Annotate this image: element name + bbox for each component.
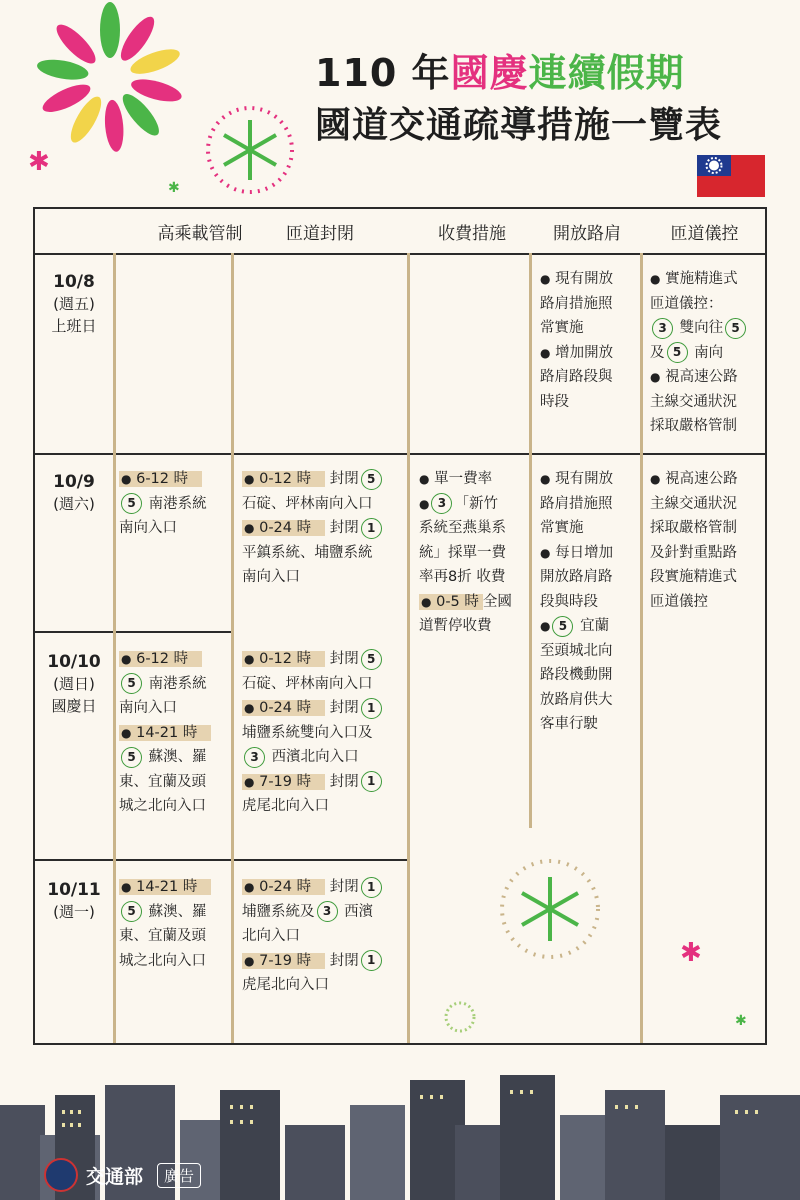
header-hov: 高乘載管制 [157,223,243,244]
date-10-9: 10/9 (週六) [53,472,95,513]
poster-title [315,48,785,152]
cell-10-9-ramp: ● 0-12 時 封閉 5 石碇、坪林南向入口 ● 0-24 時 封閉 1 平鎮系統、埔鹽系統 南向入口 [242,467,408,590]
row-divider [35,453,765,455]
header-ramp-closure: 匝道封閉 [286,223,354,244]
header-shoulder: 開放路肩 [553,223,621,244]
date-10-10: 10/10 (週日) 國慶日 [47,652,101,715]
column-divider [231,253,234,1043]
measures-table [33,207,767,1045]
ad-badge: 廣告 [157,1163,201,1188]
ministry-name: 交通部 [86,1166,144,1188]
title-line2: 國道交通疏導措施一覽表 [315,105,723,146]
cell-10-10-ramp: ● 0-12 時 封閉 5 石碇、坪林南向入口 ● 0-24 時 封閉 1 埔鹽系統雙向入口及 3 西濱北向入口 ● 7-19 時 封閉 1 虎尾北向入口 [242,647,408,819]
header-ramp-meter: 匝道儀控 [670,223,739,244]
cell-10-9-toll: ● 單一費率 ● 3 「新竹 系統至燕巢系 統」採單一費 率再8折 收費 ● 0-5 時 全國 道暫停收費 [419,471,512,634]
title-line1 [315,48,785,98]
row-divider [35,631,233,633]
title-national-day: 國慶 [450,51,529,95]
header-toll: 收費措施 [438,223,506,244]
title-year: 110 年 [315,51,451,95]
ministry-logo-icon [44,1158,78,1192]
cell-10-8-shoulder: ● 現有開放 路肩措施照 常實施 ● 增加開放 路肩路段與 時段 [540,271,614,410]
row-divider [35,859,409,861]
cell-10-9-shoulder: ● 現有開放 路肩措施照 常實施 ● 每日增加 開放路肩路 段與時段 ● 5 宜蘭 至頭城北向 路段機動開 放路肩供大 客車行駛 [540,471,614,732]
cell-10-11-ramp: ● 0-24 時 封閉 1 埔鹽系統及 3 西濱 北向入口 ● 7-19 時 封閉 1 虎尾北向入口 [242,875,408,998]
svg-text:✱: ✱ [28,147,50,177]
cell-10-9-hov: ● 6-12 時 5 南港系統 南向入口 [119,471,207,536]
cell-10-10-hov: ● 6-12 時 5 南港系統 南向入口 ● 14-21 時 5 蘇澳、羅 東、宜蘭及頭 城之北向入口 [119,647,231,819]
header-divider [35,253,765,255]
taiwan-flag-icon [697,155,765,197]
date-10-11: 10/11 (週一) [47,880,101,921]
cell-10-11-hov: ● 14-21 時 5 蘇澳、羅 東、宜蘭及頭 城之北向入口 [119,875,231,973]
svg-text:✱: ✱ [168,180,180,196]
svg-text:✱: ✱ [680,938,702,968]
cell-10-8-meter: ● 實施精進式 匝道儀控： 3 雙向往 5 及 5 南向 ● 視高速公路 主線交通狀況 採取嚴格管制 [650,267,768,439]
date-10-8: 10/8 (週五) 上班日 [51,272,97,335]
column-divider [640,253,643,1043]
title-holiday: 連續假期 [528,51,685,95]
column-divider [113,253,116,1043]
svg-text:✱: ✱ [735,1013,747,1029]
cell-10-9-meter: ● 視高速公路 主線交通狀況 採取嚴格管制 及針對重點路 段實施精進式 匝道儀控 [650,471,738,610]
